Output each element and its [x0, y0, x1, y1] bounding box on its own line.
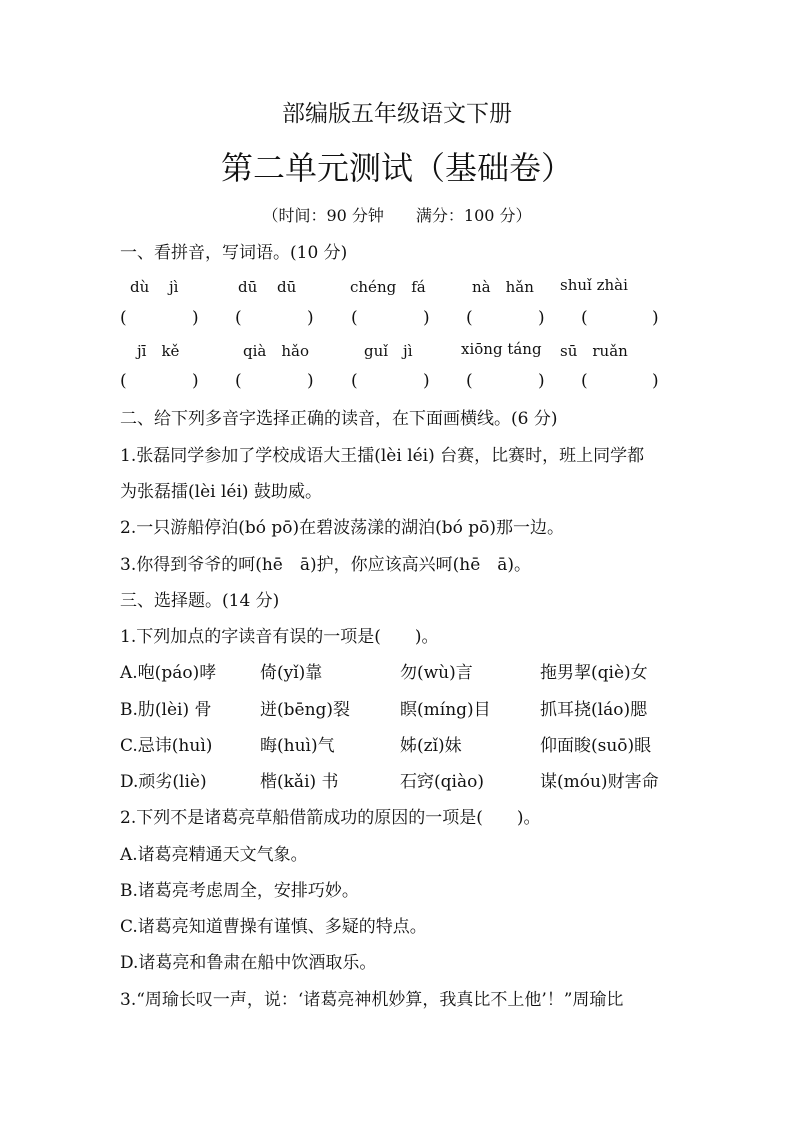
- section2-q1-line2: 为张磊擂(lèi léi) 鼓助威。: [120, 482, 322, 502]
- bracket-close: ): [307, 371, 314, 391]
- pinyin-item: guǐ jì: [364, 342, 413, 360]
- section3-q1: 1.下列加点的字读音有误的一项是( )。: [120, 627, 439, 647]
- bracket-close: ): [652, 308, 659, 328]
- choice-option: 楷(kǎi) 书: [260, 772, 339, 792]
- choice-option: 倚(yǐ)靠: [260, 663, 323, 683]
- choice-option: C.忌讳(huì): [120, 736, 213, 756]
- bracket-close: ): [652, 371, 659, 391]
- bracket-open: (: [120, 308, 127, 328]
- choice-option: D.诸葛亮和鲁肃在船中饮酒取乐。: [120, 953, 377, 973]
- choice-option: 拖男挈(qiè)女: [540, 663, 648, 683]
- bracket-open: (: [581, 308, 588, 328]
- bracket-open: (: [351, 308, 358, 328]
- bracket-open: (: [466, 371, 473, 391]
- pinyin-item: dù jì: [130, 278, 179, 296]
- bracket-open: (: [351, 371, 358, 391]
- pinyin-item: nà hǎn: [472, 278, 534, 296]
- bracket-close: ): [538, 308, 545, 328]
- choice-option: A.咆(páo)哮: [120, 663, 217, 683]
- choice-option: 瞑(míng)目: [400, 700, 491, 720]
- bracket-open: (: [235, 308, 242, 328]
- choice-option: C.诸葛亮知道曹操有谨慎、多疑的特点。: [120, 917, 427, 937]
- choice-option: B.肋(lèi) 骨: [120, 700, 212, 720]
- choice-option: 谋(móu)财害命: [540, 772, 659, 792]
- choice-option: 勿(wù)言: [400, 663, 473, 683]
- exam-title: 第二单元测试（基础卷）: [220, 149, 573, 187]
- choice-option: D.顽劣(liè): [120, 772, 207, 792]
- bracket-close: ): [423, 308, 430, 328]
- bracket-close: ): [192, 371, 199, 391]
- pinyin-item: dū dū: [238, 278, 297, 296]
- pinyin-item: xiōng táng: [461, 340, 542, 358]
- choice-option: B.诸葛亮考虑周全，安排巧妙。: [120, 881, 359, 901]
- pinyin-item: sū ruǎn: [560, 342, 628, 360]
- section3-q3: 3.“周瑜长叹一声，说：‘诸葛亮神机妙算，我真比不上他’！”周瑜比: [120, 990, 624, 1010]
- pinyin-item: qià hǎo: [243, 342, 309, 360]
- choice-option: A.诸葛亮精通天文气象。: [120, 845, 308, 865]
- exam-time-score-info: （时间：90 分钟 满分：100 分）: [262, 206, 532, 225]
- section2-title: 二、给下列多音字选择正确的读音，在下面画横线。(6 分): [120, 409, 558, 429]
- section3-q2: 2.下列不是诸葛亮草船借箭成功的原因的一项是( )。: [120, 808, 541, 828]
- bracket-open: (: [120, 371, 127, 391]
- choice-option: 姊(zǐ)妹: [400, 736, 462, 756]
- bracket-close: ): [423, 371, 430, 391]
- section1-title: 一、看拼音，写词语。(10 分): [120, 243, 348, 263]
- choice-option: 仰面睃(suō)眼: [540, 736, 652, 756]
- choice-option: 迸(bēng)裂: [260, 700, 351, 720]
- pinyin-item: jī kě: [137, 342, 180, 360]
- exam-series-title: 部编版五年级语文下册: [282, 101, 512, 127]
- section2-q1-line1: 1.张磊同学参加了学校成语大王擂(lèi léi) 台赛，比赛时，班上同学都: [120, 446, 645, 466]
- choice-option: 晦(huì)气: [260, 736, 335, 756]
- bracket-open: (: [581, 371, 588, 391]
- choice-option: 抓耳挠(láo)腮: [540, 700, 648, 720]
- bracket-open: (: [235, 371, 242, 391]
- section3-title: 三、选择题。(14 分): [120, 591, 280, 611]
- bracket-close: ): [538, 371, 545, 391]
- bracket-close: ): [307, 308, 314, 328]
- choice-option: 石窍(qiào): [400, 772, 484, 792]
- bracket-open: (: [466, 308, 473, 328]
- pinyin-item: shuǐ zhài: [560, 276, 628, 294]
- section2-q2: 2.一只游船停泊(bó pō)在碧波荡漾的湖泊(bó pō)那一边。: [120, 518, 565, 538]
- pinyin-item: chéng fá: [350, 278, 426, 296]
- bracket-close: ): [192, 308, 199, 328]
- section2-q3: 3.你得到爷爷的呵(hē ā)护，你应该高兴呵(hē ā)。: [120, 555, 532, 575]
